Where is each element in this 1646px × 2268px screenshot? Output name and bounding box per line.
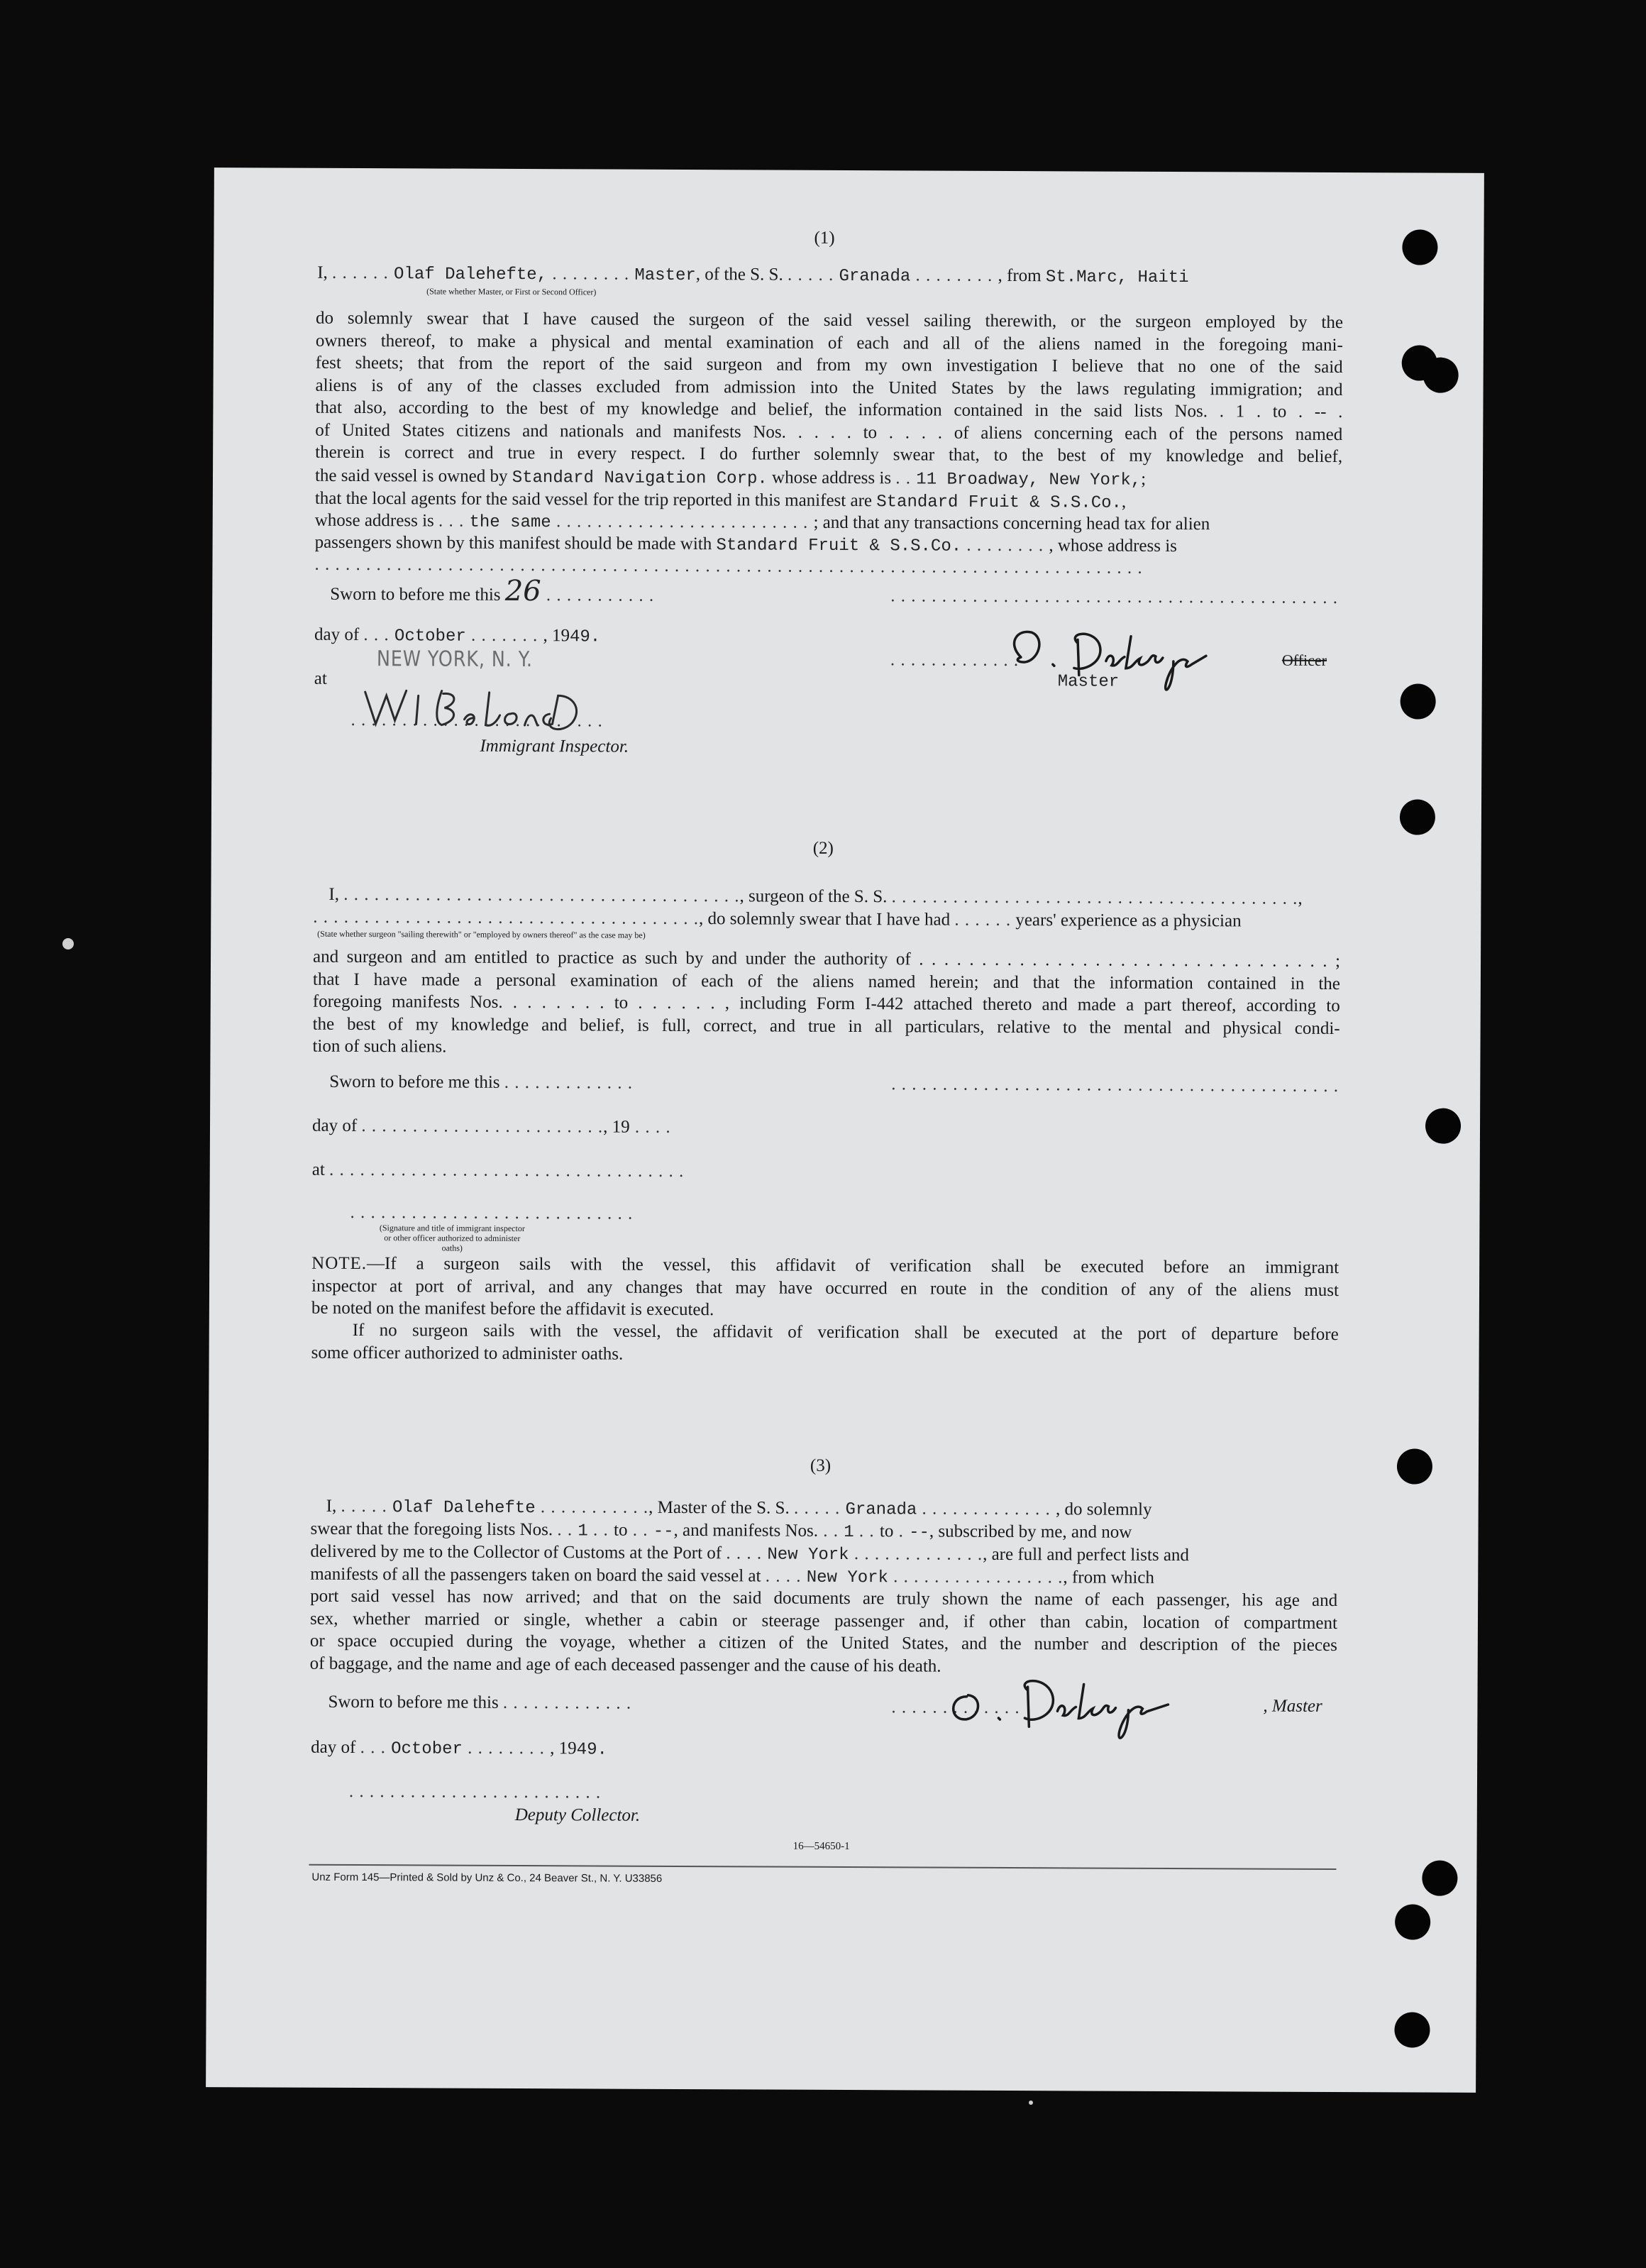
footer-rule [309, 1864, 1336, 1870]
sworn-line-2: Sworn to before me this . . . . . . . . . . . . . [329, 1072, 634, 1093]
surgeon-signature-line: . . . . . . . . . . . . . . . . . . . . . . . . . . . . . . . . . . . . . . . . . . . . [891, 1074, 1340, 1096]
section-1-number: (1) [814, 228, 835, 248]
collector-title: Deputy Collector. [514, 1805, 641, 1825]
section-2-oath: and surgeon and am entitled to practice as such by and under the authority of . . . . . . . . . . . . . . . . . . . . . . . . . . . . . . . . . ; that I have made a personal examination of each of the aliens named herein; and that the information contained in the foregoing manifests Nos. . . . . . . . to . . . . . . , including Form I-442 attached thereto and made a part thereof, according to the best of my knowledge and belief, is full, correct, and true in all particulars, relative to the mental and physical condi- tion of such aliens. [312, 947, 1341, 1057]
sworn-line-1: Sworn to before me this 26 . . . . . . . . . . . [330, 574, 655, 608]
punch-hole [1397, 1448, 1432, 1484]
section-2-line-1: I, . . . . . . . . . . . . . . . . . . . . . . . . . . . . . . . . . . . . . . ., surgeon of the S. S. . . . . . . . . . . . . . . . . . . . . . . . . . . . . . . . . . . . . . . . ., [328, 884, 1303, 908]
officer-crossed-out: Officer [1281, 651, 1327, 669]
head-tax-party-field: Standard Fruit & S.S.Co. [716, 536, 962, 556]
owner-line: the said vessel is owned by Standard Navigation Corp. whose address is . . 11 Broadway, New York,; [314, 466, 1147, 490]
officer-signature-dots: . . . . . . . . . . . . . . . . . . . . . . . . . . . . [350, 1202, 634, 1223]
punch-hole [1425, 1108, 1461, 1144]
arrival-port-field: New York [767, 1545, 849, 1565]
dust-speck [1029, 2101, 1033, 2105]
inspector-title: Immigrant Inspector. [480, 736, 629, 756]
agents-line: that the local agents for the said vessel for the trip reported in this manifest are Standard Fruit & S.S.Co., [314, 488, 1127, 513]
section-3-line-1: I, . . . . . Olaf Dalehefte . . . . . . . . . . ., Master of the S. S. . . . . . Granada . . . . . . . . . . . . . , do solemnly [326, 1496, 1152, 1520]
master-title-3: , Master [1263, 1696, 1322, 1716]
inspector-signature-dots: . . . . . . . . . . . . . . . . . . . . . . . . . [350, 710, 603, 731]
day-of-line-3: day of . . . October . . . . . . . . , 1949. [311, 1737, 607, 1760]
month-field: October [394, 627, 466, 646]
form-code: 16—54650-1 [792, 1840, 850, 1853]
owner-field: Standard Navigation Corp. [512, 468, 768, 489]
year-field: 49. [569, 627, 601, 647]
master-title-1: Master [1057, 672, 1120, 692]
vessel-field: Granada [839, 266, 911, 287]
master-signature-line-top: . . . . . . . . . . . . . . . . . . . . . . . . . . . . . . . . . . . . . . . . . . . . [890, 586, 1339, 608]
boarding-port-field: New York [806, 1568, 889, 1588]
month-field-3: October [391, 1739, 463, 1759]
punch-hole [1402, 229, 1437, 265]
note-2-paragraph: If no surgeon sails with the vessel, the affidavit of verification shall be executed at the port of departure before some officer authorized to administer oaths. [311, 1320, 1339, 1364]
at-line-2: at . . . . . . . . . . . . . . . . . . . . . . . . . . . . . . . . . . . [311, 1160, 685, 1182]
punch-hole [1401, 683, 1436, 719]
punch-hole [1395, 1904, 1430, 1939]
departure-port-field: St.Marc, Haiti [1045, 268, 1189, 288]
section-2-line-2: . . . . . . . . . . . . . . . . . . . . . . . . . . . . . . . . . . . . . ., do solemnly swear that I have had . . . . . . years' experience as a physician [313, 907, 1242, 931]
manifest-affidavit-page [206, 167, 1484, 2093]
printer-credit: Unz Form 145—Printed & Sold by Unz & Co., 24 Beaver St., N. Y. U33856 [311, 1871, 663, 1885]
punch-hole [1422, 1861, 1457, 1896]
sworn-day-field: 26 [504, 574, 541, 608]
punch-hole [1423, 358, 1459, 393]
master-name-field-3: Olaf Dalehefte [392, 1498, 536, 1519]
punch-hole [1400, 799, 1435, 835]
place-stamp: NEW YORK, N. Y. [376, 646, 533, 673]
master-name-field: Olaf Dalehefte, [394, 265, 548, 285]
punch-hole [1394, 2012, 1430, 2047]
day-of-line-1: day of . . . October . . . . . . . , 1949. [314, 624, 601, 647]
section-3-number: (3) [810, 1455, 832, 1475]
surgeon-note: (State whether surgeon "sailing therewith" or "employed by owners thereof" as the case may be) [317, 928, 646, 940]
rank-field: Master [634, 265, 696, 286]
section-3-line-4: manifests of all the passengers taken on board the said vessel at . . . . New York . . . . . . . . . . . . . . . . ., from which [310, 1564, 1154, 1588]
sworn-line-3: Sworn to before me this . . . . . . . . . . . . . [328, 1692, 632, 1713]
agents-field: Standard Fruit & S.S.Co. [876, 492, 1122, 513]
section-3-oath: port said vessel has now arrived; and that on the said documents are truly shown the name of each passenger, his age and sex, whether married or single, whether a cabin or steerage passenger and, if other than cabin, location of compartment or space occupied during the voyage, whether a citizen of the United States, and the number and description of the pieces of baggage, and the name and age of each deceased passenger and the cause of his death. [309, 1586, 1338, 1676]
master-signature-dots-3: . . . . . . . . . . . . . [891, 1697, 1020, 1718]
dust-speck [62, 938, 74, 949]
day-of-line-2: day of . . . . . . . . . . . . . . . . . . . . . . . ., 19 . . . . [311, 1116, 671, 1137]
vessel-field-3: Granada [845, 1500, 917, 1520]
master-signature-1 [1000, 618, 1269, 698]
note-paragraph: NOTE.—If a surgeon sails with the vessel, this affidavit of verification shall be executed before an immigrant inspector at port of arrival, and any changes that may have occurred en route in the condition of any of the aliens must be noted on the manifest before the affidavit is executed. [311, 1253, 1340, 1320]
section-1-line-1: I, . . . . . . Olaf Dalehefte, . . . . . . . . Master, of the S. S. . . . . . Granada . . . . . . . . , from St.Marc, Haiti [317, 263, 1189, 288]
officer-signature-note: (Signature and title of immigrant inspector or other officer authorized to administer oaths) [379, 1223, 525, 1253]
at-label-1: at [314, 668, 327, 688]
agents-address-field: the same [469, 512, 551, 533]
section-2-number: (2) [812, 838, 834, 858]
section-3-line-3: delivered by me to the Collector of Customs at the Port of . . . . New York . . . . . . . . . . . . ., are full and perfect lists and [310, 1541, 1190, 1565]
rank-note: (State whether Master, or First or Second Officer) [426, 286, 597, 297]
head-tax-line: passengers shown by this manifest should be made with Standard Fruit & S.S.Co. . . . . . . . . , whose address is [314, 532, 1177, 556]
section-1-oath: do solemnly swear that I have caused the surgeon of the said vessel sailing therewith, or the surgeon employed by the owners thereof, to make a physical and mental examination of each and all of the aliens named in the foregoing mani- fest sheets; that from the report of the said surgeon and from my own investigation I believe that no one of the said aliens is of any of the classes excluded from admission into the United States by the laws regulating immigration; and that also, according to the best of my knowledge and belief, the information contained in the said lists Nos. . 1 . to . -- . of United States citizens and nationals and manifests Nos. . . . . to . . . . of aliens concerning each of the persons named therein is correct and true in every respect. I do further solemnly swear that, to the best of my knowledge and belief, [315, 308, 1344, 467]
master-signature-3 [938, 1668, 1222, 1748]
collector-signature-dots: . . . . . . . . . . . . . . . . . . . . . . . . . [348, 1781, 602, 1802]
year-field-3: 49. [576, 1740, 607, 1760]
owner-address-field: 11 Broadway, New York, [916, 470, 1142, 490]
agents-address-line: whose address is . . . the same . . . . . . . . . . . . . . . . . . . . . . . . . ; and that any transactions concerning head tax for alien [314, 510, 1210, 534]
section-3-line-2: swear that the foregoing lists Nos. . . 1 . . to . . --, and manifests Nos. . . 1 . . to . --, subscribed by me, and now [310, 1519, 1132, 1543]
dotted-line: . . . . . . . . . . . . . . . . . . . . . . . . . . . . . . . . . . . . . . . . . . . . . . . . . . . . . . . . . . . . . . . . . . . . . . . . . . . . . . . . . [314, 554, 1143, 578]
master-signature-dots: . . . . . . . . . . . . . [890, 650, 1020, 671]
